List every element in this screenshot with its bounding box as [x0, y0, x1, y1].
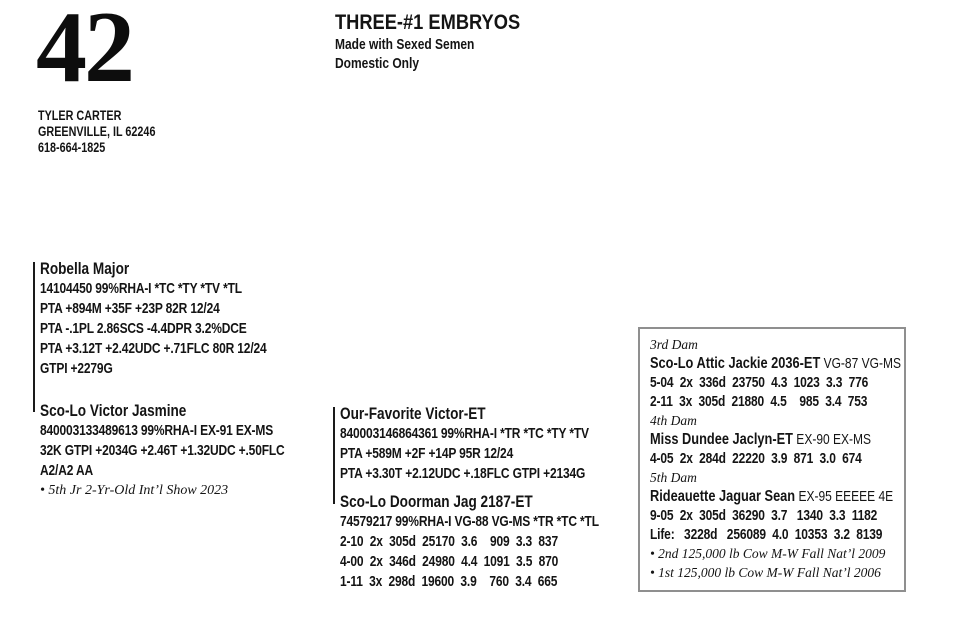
pedigree-bracket-left — [33, 262, 35, 412]
sire-pta-line: PTA +894M +35F +23P 82R 12/24 — [40, 300, 220, 317]
dam-label-5th: 5th Dam — [650, 470, 697, 485]
dam-label-4th: 4th Dam — [650, 413, 697, 428]
consignor-address: GREENVILLE, IL 62246 — [38, 124, 156, 139]
classification-score: EX-90 EX-MS — [792, 431, 871, 448]
dam-reg-line: 840003133489613 99%RHA-I EX-91 EX-MS — [40, 422, 274, 439]
award-note: • 1st 125,000 lb Cow M-W Fall Nat’l 2006 — [650, 565, 881, 580]
lot-title: THREE-#1 EMBRYOS — [335, 10, 521, 34]
lactation-record: 9-05 2x 305d 36290 3.7 1340 3.3 1182 — [650, 507, 878, 524]
classification-score: EX-95 EEEEE 4E — [795, 488, 894, 505]
dam-sire-block — [340, 404, 651, 484]
lactation-record: 2-10 2x 305d 25170 3.6 909 3.3 837 — [340, 533, 558, 550]
lot-number: 42 — [36, 0, 132, 104]
second-dam-block — [340, 492, 664, 592]
dam-sire-pta-line: PTA +589M +2F +14P 95R 12/24 — [340, 445, 514, 462]
dam-name: Sco-Lo Victor Jasmine — [40, 401, 187, 420]
classification-score: VG-87 VG-MS — [820, 355, 901, 372]
lot-subtitle-domestic: Domestic Only — [335, 55, 420, 72]
sire-pta-line: PTA +3.12T +2.42UDC +.71FLC 80R 12/24 — [40, 340, 267, 357]
lot-subtitle-semen: Made with Sexed Semen — [335, 36, 475, 53]
sire-pta-line: PTA -.1PL 2.86SCS -4.4DPR 3.2%DCE — [40, 320, 247, 337]
consignor-block — [38, 108, 185, 156]
dam-show-note: • 5th Jr 2-Yr-Old Int’l Show 2023 — [40, 483, 229, 498]
lactation-record: 4-00 2x 346d 24980 4.4 1091 3.5 870 — [340, 553, 559, 570]
dam-label-3rd: 3rd Dam — [650, 337, 698, 352]
cow-name-line — [650, 354, 901, 373]
maternal-line-box — [638, 327, 906, 592]
cow-name-line — [650, 430, 871, 449]
lactation-record: 4-05 2x 284d 22220 3.9 871 3.0 674 — [650, 450, 862, 467]
sire-reg-line: 14104450 99%RHA-I *TC *TY *TV *TL — [40, 280, 242, 297]
sire-gtpi-line: GTPI +2279G — [40, 360, 113, 377]
sire-name: Robella Major — [40, 259, 130, 278]
cow-name: Rideauette Jaguar Sean — [650, 488, 796, 505]
second-dam-name: Sco-Lo Doorman Jag 2187-ET — [340, 492, 533, 511]
lactation-record: 5-04 2x 336d 23750 4.3 1023 3.3 776 — [650, 374, 869, 391]
dam-sire-pta-line: PTA +3.30T +2.12UDC +.18FLC GTPI +2134G — [340, 465, 586, 482]
lactation-record: 2-11 3x 305d 21880 4.5 985 3.4 753 — [650, 393, 868, 410]
lifetime-record: Life: 3228d 256089 4.0 10353 3.2 8139 — [650, 526, 883, 543]
dam-gtpi-line: 32K GTPI +2034G +2.46T +1.32UDC +.50FLC — [40, 442, 285, 459]
dam-sire-reg-line: 840003146864361 99%RHA-I *TR *TC *TY *TV — [340, 425, 589, 442]
sire-block — [40, 259, 323, 379]
dam-block — [40, 401, 346, 501]
award-note: • 2nd 125,000 lb Cow M-W Fall Nat’l 2009 — [650, 546, 886, 561]
dam-sire-name: Our-Favorite Victor-ET — [340, 404, 486, 423]
cow-name: Sco-Lo Attic Jackie 2036-ET — [650, 355, 821, 372]
consignor-phone: 618-664-1825 — [38, 140, 106, 155]
lactation-record: 1-11 3x 298d 19600 3.9 760 3.4 665 — [340, 573, 558, 590]
lot-title-block — [335, 10, 553, 73]
consignor-name: TYLER CARTER — [38, 108, 122, 123]
cow-name: Miss Dundee Jaclyn-ET — [650, 431, 793, 448]
second-dam-reg-line: 74579217 99%RHA-I VG-88 VG-MS *TR *TC *TL — [340, 513, 599, 530]
cow-name-line — [650, 487, 894, 506]
dam-genotype-line: A2/A2 AA — [40, 462, 93, 479]
